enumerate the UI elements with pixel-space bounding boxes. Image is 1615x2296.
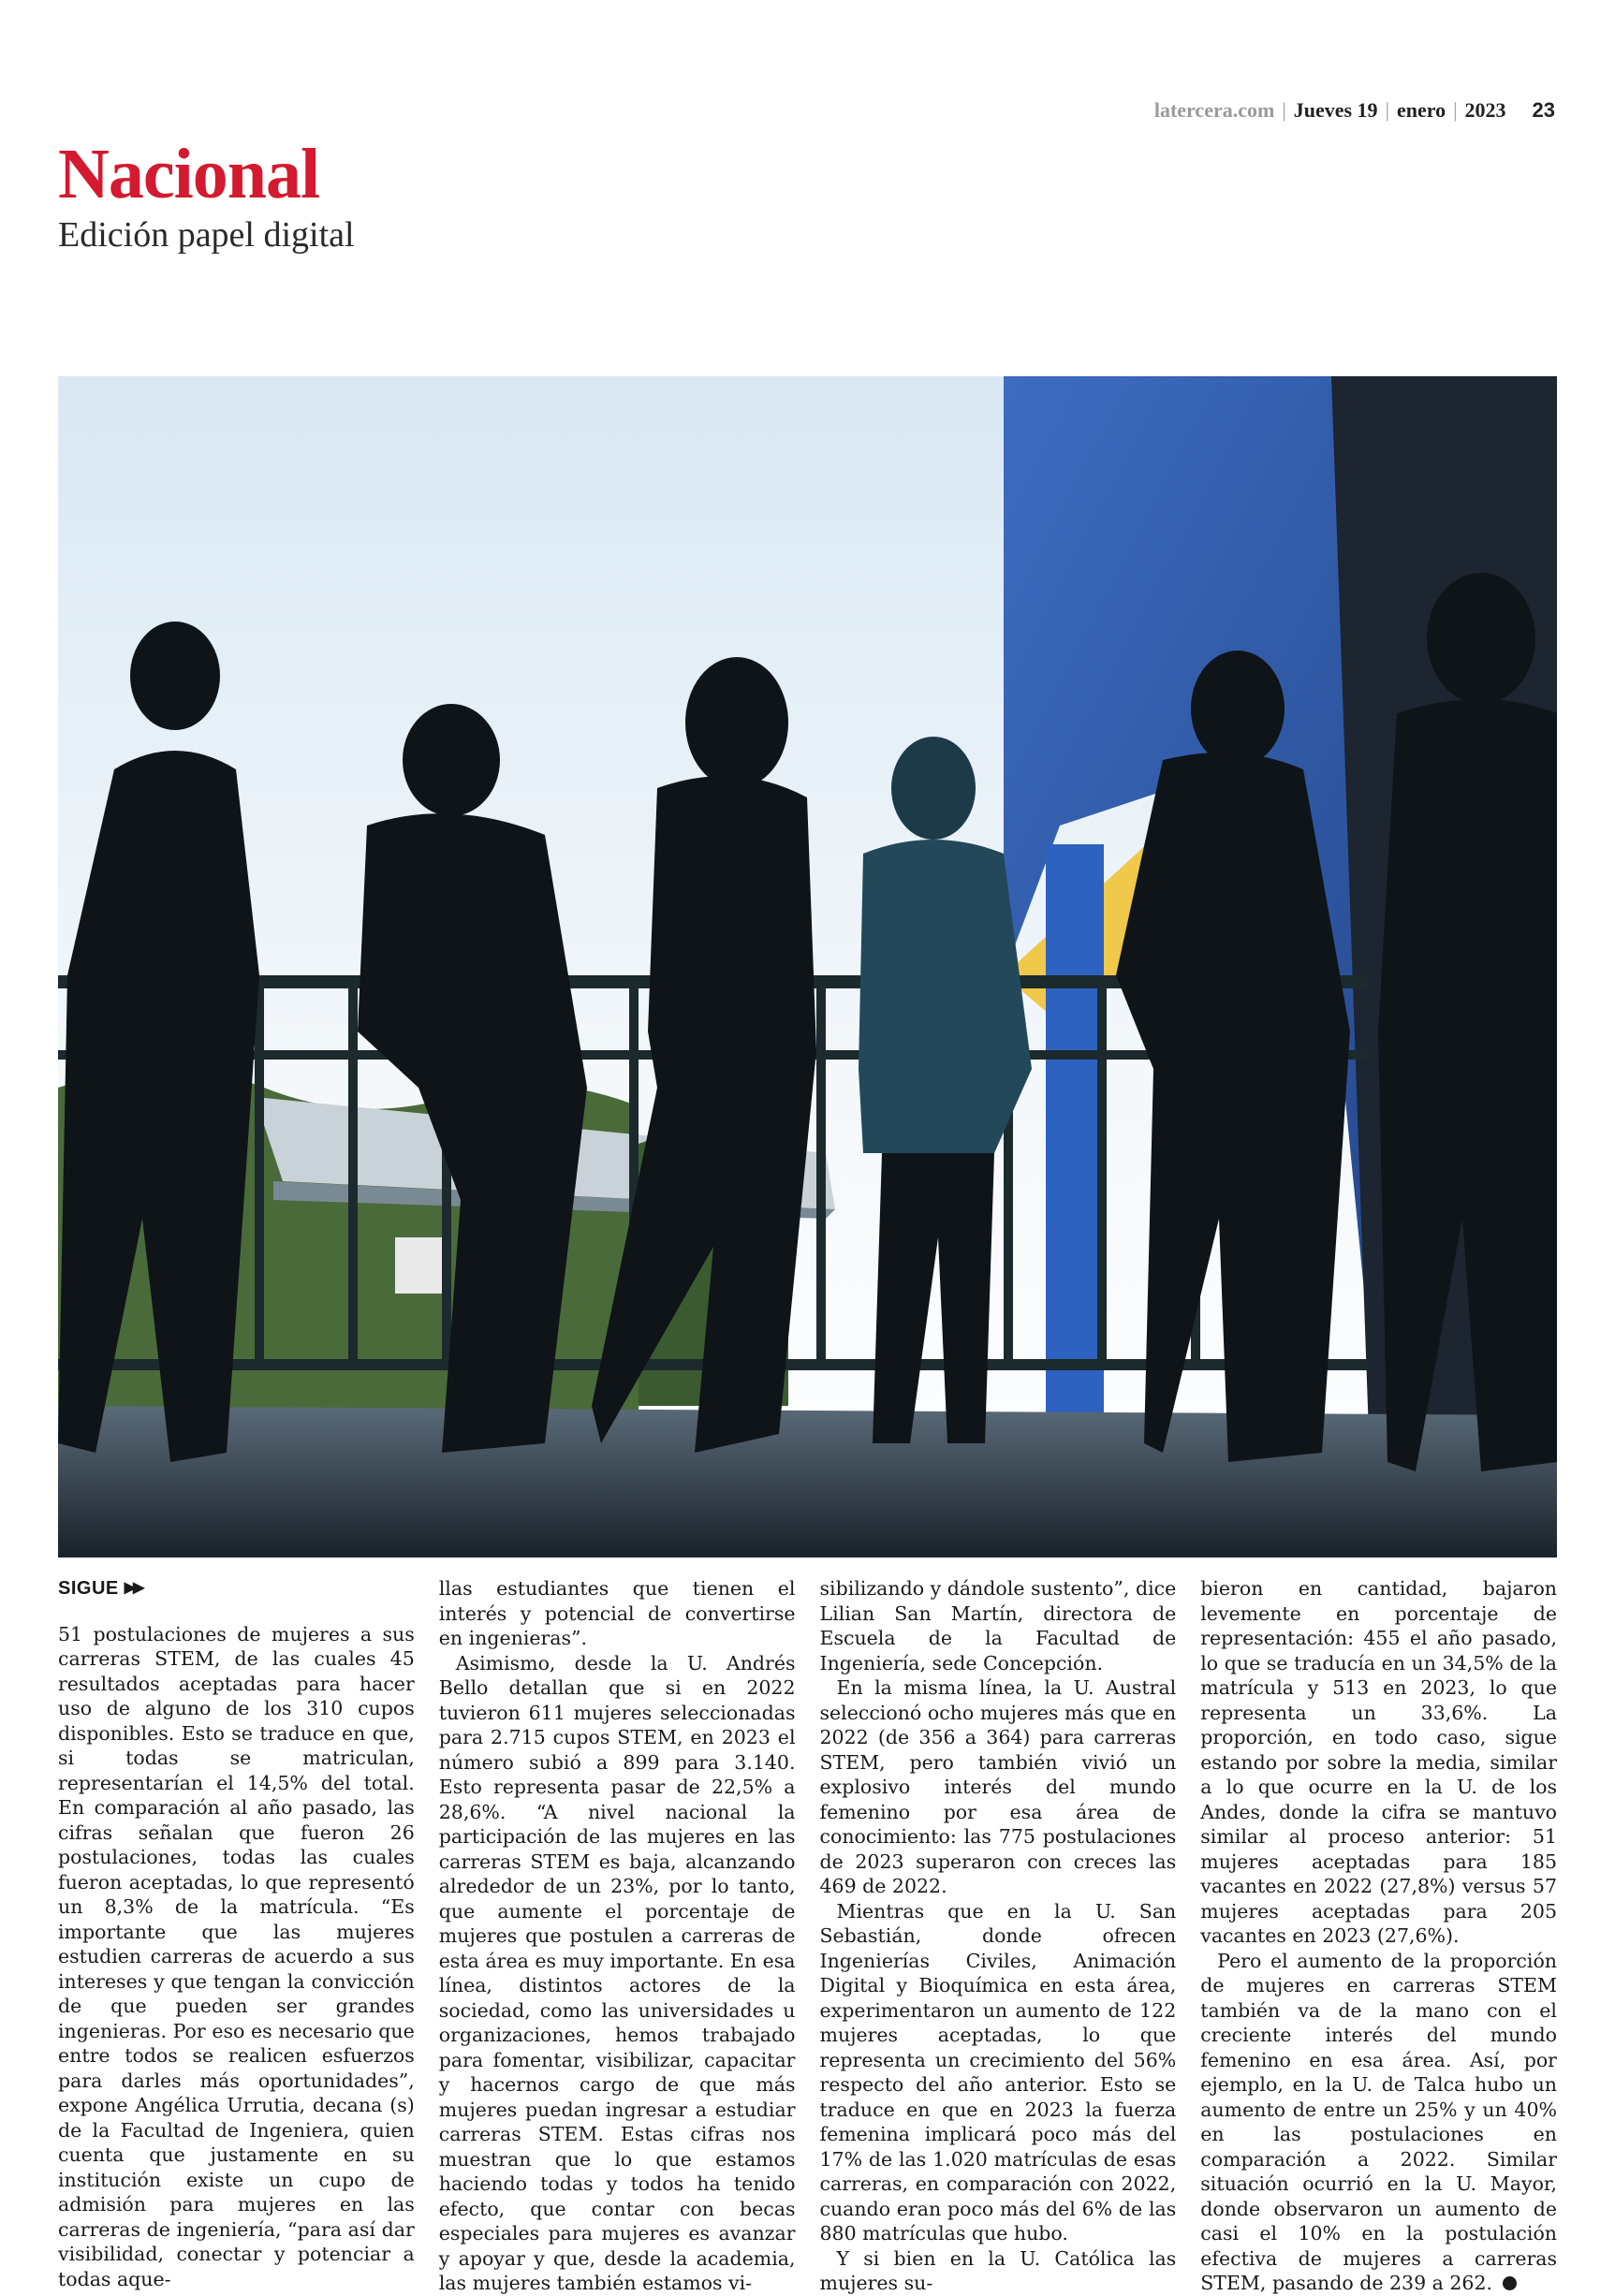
students-balcony-photo — [58, 376, 1557, 1557]
article-body — [58, 1576, 1557, 2294]
end-of-article-dot-icon — [1503, 2276, 1517, 2290]
separator: | — [1453, 98, 1458, 122]
paragraph: Asimismo, desde la U. Andrés Bello detallan que si en 2022 tuvieron 611 mujeres seleccionadas para 2.715 cupos STEM, en 2023 el número subió a 899 para 3.140. Esto representa pasar de 22,5% a 28,6%. “A nivel nacional la participación de las mujeres en las carreras STEM es baja, alcanzando alrededor de un 23%, por lo tanto, que aumente el porcentaje de mujeres que postulen a carreras de esta área es muy importante. En esa línea, distintos actores de la sociedad, como las universidades u organizaciones, hemos trabajado para fomentar, visibilizar, capacitar y hacernos cargo de que más mujeres puedan ingresar a estudiar carreras STEM. Estas cifras nos muestran que lo que estamos haciendo todas y todos ha tenido efecto, que contar con becas especiales para mujeres es avanzar y apoyar y que, desde la academia, las mujeres también estamos vi- — [438, 1651, 796, 2294]
paragraph: 51 postulaciones de mujeres a sus carreras STEM, de las cuales 45 resultados aceptadas para hacer uso de alguno de los 310 cupos disponibles. Esto se traduce en que, si todas se matriculan, representarían el 14,5% del total. En comparación al año pasado, las cifras señalan que fueron 26 postulaciones, todas las cuales fueron aceptadas, lo que representó un 8,3% de la matrícula. “Es importante que las mujeres estudien carreras de acuerdo a sus intereses y que tengan la convicción de que pueden ser grandes ingenieras. Por eso es necesario que entre todos se realicen esfuerzos para darles más oportunidades”, expone Angélica Urrutia, decana (s) de la Facultad de Ingeniera, quien cuenta que justamente en su institución existe un cupo de admisión para mujeres en las carreras de ingeniería, “para así dar visibilidad, conectar y potenciar a todas aque- — [58, 1622, 415, 2290]
text-column-2 — [438, 1576, 796, 2294]
text-column-3 — [819, 1576, 1177, 2294]
paragraph: llas estudiantes que tienen el interés y potencial de convertirse en ingenieras”. — [438, 1577, 796, 1649]
paragraph: Mientras que en la U. San Sebastián, donde ofrecen Ingenierías Civiles, Animación Digital y Bioquímica en esta área, experimentaron un aumento de 122 mujeres aceptadas, lo que representa un crecimiento del 56% respecto del año anterior. Esto se traduce en que en 2023 la fuerza femenina implicará poco más del 17% de las 1.020 matrículas de esas carreras, en comparación con 2022, cuando eran poco más del 6% de las 880 matrículas que hubo. — [819, 1899, 1177, 2245]
paragraph: En la misma línea, la U. Austral seleccionó ocho mujeres más que en 2022 (de 356 a 364) para carreras STEM, pero también vivió un explosivo interés del mundo femenino por esa área de conocimiento: las 775 postulaciones de 2023 superaron con creces las 469 de 2022. — [819, 1676, 1177, 1897]
paragraph: Y si bien en la U. Católica las mujeres su- — [819, 2246, 1177, 2294]
double-play-arrows-icon: ▶▶ — [124, 1580, 142, 1596]
separator: | — [1385, 98, 1389, 122]
header-month: enero — [1396, 98, 1446, 122]
section-subtitle: Edición papel digital — [58, 215, 355, 255]
continue-label: SIGUE — [58, 1578, 119, 1599]
text-column-4 — [1200, 1576, 1557, 2294]
page-number: 23 — [1532, 98, 1555, 122]
separator: | — [1282, 98, 1286, 122]
paragraph-text: Pero el aumento de la proporción de mujeres en carreras STEM también va de la mano con el creciente interés del mundo femenino en esa área. Así, por ejemplo, en la U. de Talca hubo un aumento de entre un 25% y un 40% en las postulaciones en comparación a 2022. Similar situación ocurrió en la U. Mayor, donde observaron un aumento de casi el 10% en la postulación efectiva de mujeres a carreras STEM, pasando de 239 a 262. — [1200, 1949, 1557, 2294]
header-day: Jueves 19 — [1293, 98, 1378, 122]
article-photo — [58, 376, 1557, 1557]
paragraph: bieron en cantidad, bajaron levemente en porcentaje de representación: 455 el año pasado, lo que se traducía en un 34,5% de la matrícula y 513 en 2023, lo que representa un 33,6%. La proporción, en todo caso, sigue estando por sobre la media, similar a lo que ocurre en la U. de los Andes, donde la cifra se mantuvo similar al proceso anterior: 51 mujeres aceptadas para 185 vacantes en 2022 (27,8%) versus 57 mujeres aceptadas para 205 vacantes en 2023 (27,6%). — [1200, 1577, 1557, 1947]
site-name: latercera.com — [1153, 98, 1275, 122]
continue-marker — [58, 1576, 415, 1601]
paragraph: sibilizando y dándole sustento”, dice Lilian San Martín, directora de Escuela de la Facultad de Ingeniería, sede Concepción. — [819, 1577, 1177, 1674]
text-column-1 — [58, 1576, 415, 2290]
paragraph — [1200, 1949, 1557, 2296]
page-header — [1154, 98, 1555, 123]
header-year: 2023 — [1464, 98, 1506, 122]
section-title: Nacional — [58, 135, 320, 213]
